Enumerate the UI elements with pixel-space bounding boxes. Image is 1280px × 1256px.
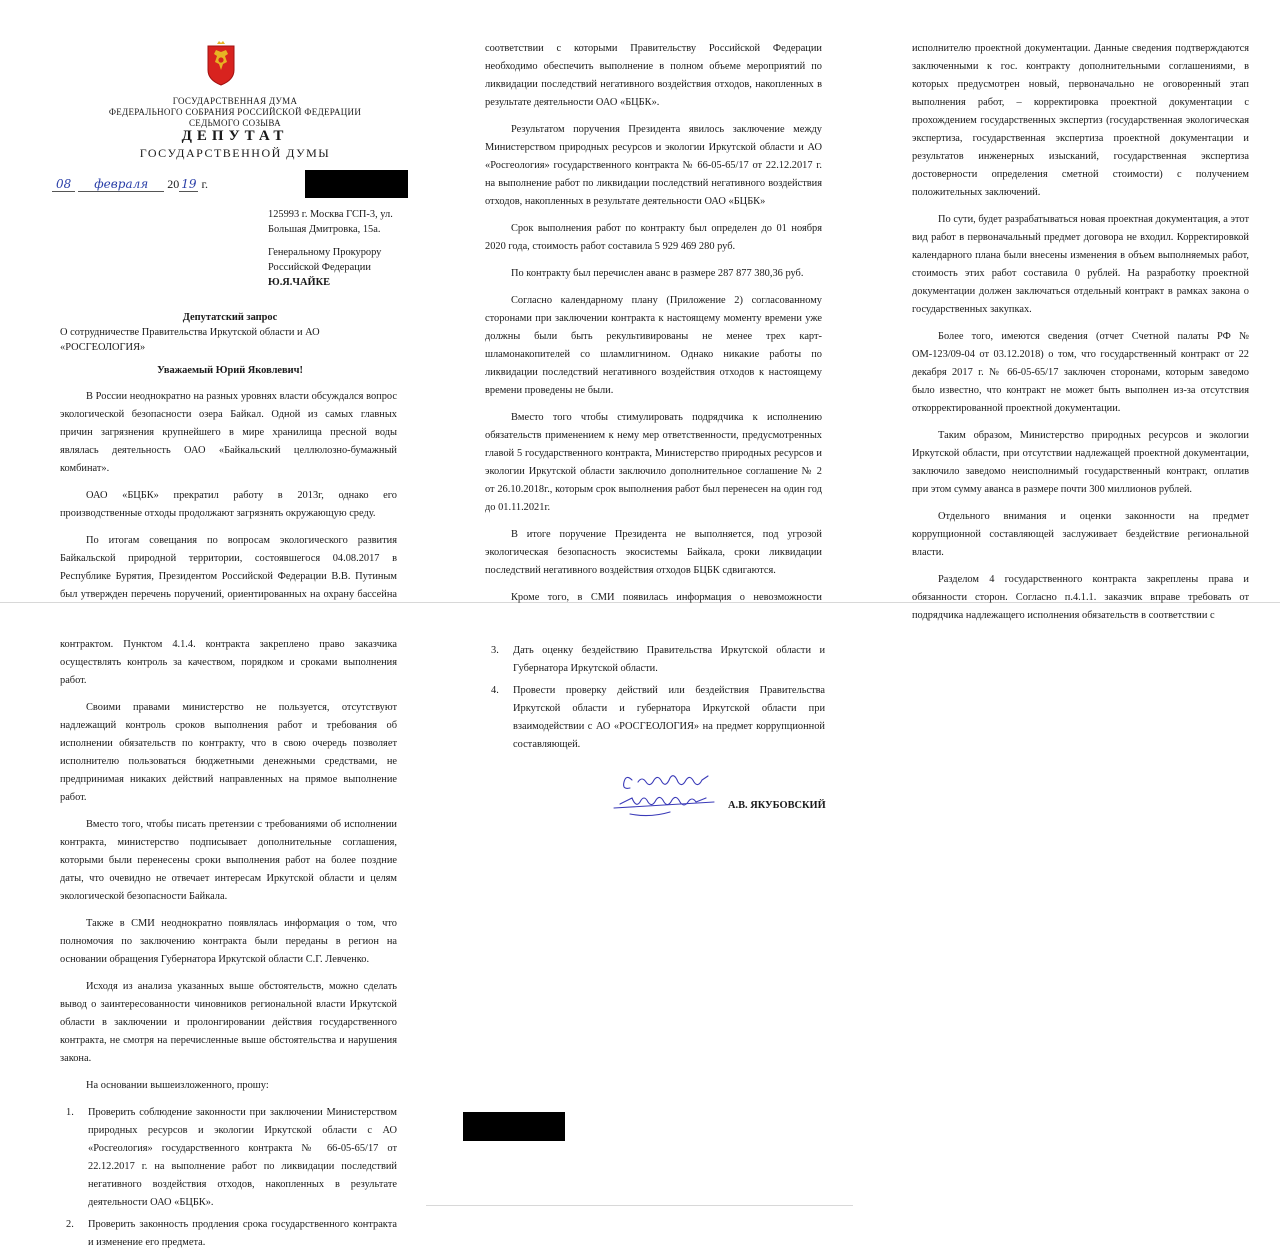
header-title-deputy: ДЕПУТАТ: [181, 128, 289, 144]
request-list-continued: [485, 642, 825, 758]
list-item: [60, 1104, 397, 1212]
paragraph: Вместо того, чтобы писать претензии с требованиями об исполнении контракта, министерство подписывает дополнительные соглашения, которыми были перенесены сроки выполнения работ на более поздние даты, что очевидно не отвечает интересам Иркутской области и целям экологической безопасности Байкала.: [60, 819, 397, 902]
date-year-prefix: 20: [167, 177, 180, 191]
page2-body: [485, 40, 822, 634]
subject-line-1: О сотрудничестве Правительства Иркутской области и АО: [60, 327, 320, 338]
paragraph: Своими правами министерство не пользуется, отсутствуют надлежащий контроль сроков выполнения работ и требования об исполнении обязательств по контракту, что в свою очередь позволяет исполнителю пользоваться бюджетными денежными средствами, не предпринимая никаких действий направленных на прямое выполнение работ.: [60, 702, 397, 803]
address-line-1: 125993 г. Москва ГСП-3, ул.: [268, 209, 393, 220]
handwritten-signature: [610, 768, 720, 828]
paragraph: Также в СМИ неоднократно появлялась информация о том, что полномочия по заключению контракта были переданы в регион на основании обращения Губернатора Иркутской области С.Г. Левченко.: [60, 918, 397, 965]
paragraph: В итоге поручение Президента не выполняется, под угрозой экологическая безопасность экосистемы Байкала, сроки ликвидации последствий негативного воздействия отходов БЦБК сдвигаются.: [485, 529, 822, 576]
header-line-duma: ГОСУДАРСТВЕННАЯ ДУМА: [172, 96, 298, 106]
page3-body: [912, 40, 1249, 634]
paragraph: Результатом поручения Президента явилось заключение между Министерством природных ресурсов и экологии Иркутской области и АО «Росгеология» государственного контракта № 66-05-65/17 от 22.12.2017 г. на выполнение работ по ликвидации последствий негативного воздействия отходов, накопленных в результате деятельности ОАО «БЦБК»: [485, 124, 822, 207]
paragraph: По сути, будет разрабатываться новая проектная документация, а этот вид работ в первоначальный предмет договора не входил. Корректировкой календарного плана были внесены изменения в объем выполняемых работ, стоимость этих работ составила 0 рублей. На разработку проектной документации должен заключаться отдельный контракт в рамках закона о государственных закупках.: [912, 214, 1249, 315]
paragraph: В России неоднократно на разных уровнях власти обсуждался вопрос экологической безопасности озера Байкал. Одной из самых главных причин загрязнения крупнейшего в мире хранилища пресной воды являлась деятельность ОАО «Байкальский целлюлозно-бумажный комбинат».: [60, 391, 397, 474]
header-line-assembly: ФЕДЕРАЛЬНОГО СОБРАНИЯ РОССИЙСКОЙ ФЕДЕРАЦИИ: [108, 107, 362, 117]
paragraph: ОАО «БЦБК» прекратил работу в 2013г, однако его производственные отходы продолжают загрязнять окружающую среду.: [60, 490, 397, 519]
date-year-suffix: 19: [181, 177, 197, 191]
paragraph: контрактом. Пунктом 4.1.4. контракта закреплено право заказчика осуществлять контроль за качеством, порядком и сроками выполнения работ.: [60, 639, 397, 686]
paragraph: Кроме того, в СМИ появилась информация о невозможности: [511, 592, 822, 603]
list-item-number: 2.: [66, 1219, 74, 1230]
recipient: [268, 245, 381, 290]
paragraph: Более того, имеются сведения (отчет Счетной палаты РФ № ОМ-123/09-04 от 03.12.2018) о том, что государственный контракт от 22 декабря 2017 г. № 66-05-65/17 заключен сторонами, которым заведомо было известно, что контракт не может быть выполнен из-за отсутствия откорректированной проектной документации.: [912, 331, 1249, 414]
document-page-3: [854, 0, 1280, 621]
list-item: [60, 1216, 397, 1252]
list-item-text: Провести проверку действий или бездействия Правительства Иркутской области и губернатора Иркутской области при взаимодействии с АО «РОСГЕОЛОГИЯ» на предмет коррупционной составляющей.: [513, 685, 825, 750]
paragraph: соответствии с которыми Правительству Российской Федерации необходимо обеспечить выполнение в полном объеме мероприятий по ликвидации последствий негативного воздействия отходов, накопленных в результате деятельности ОАО «БЦБК».: [485, 43, 822, 108]
date-suffix: г.: [201, 177, 209, 191]
subject-block: [60, 310, 400, 355]
list-item-text: Проверить законность продления срока государственного контракта и изменение его предмета.: [88, 1219, 397, 1248]
list-item: [485, 682, 825, 754]
list-item-text: Проверить соблюдение законности при заключении Министерством природных ресурсов и экологии Иркутской области с АО «Росгеология» государственного контракта № 66-05-65/17 от 22.12.2017 г. на выполнение работ по ликвидации последствий негативного воздействия отходов, накопленных в результате деятельности ОАО «БЦБК».: [88, 1107, 397, 1208]
greeting: Уважаемый Юрий Яковлевич!: [157, 365, 303, 376]
paragraph: Срок выполнения работ по контракту был определен до 01 ноября 2020 года, стоимость работ составила 5 929 469 280 руб.: [485, 223, 822, 252]
request-list: [60, 1104, 397, 1252]
list-item-number: 3.: [491, 645, 499, 656]
letter-date: [52, 177, 208, 192]
list-item-text: Дать оценку бездействию Правительства Иркутской области и Губернатора Иркутской области.: [513, 645, 825, 674]
page1-body: [60, 388, 397, 631]
sender-address: [268, 207, 393, 237]
list-item-number: 4.: [491, 685, 499, 696]
list-item: [485, 642, 825, 678]
paragraph: На основании вышеизложенного, прошу:: [86, 1080, 269, 1091]
document-page-1: [0, 0, 426, 600]
recipient-name: Ю.Я.ЧАЙКЕ: [268, 277, 331, 288]
paragraph: По контракту был перечислен аванс в размере 287 877 380,36 руб.: [511, 268, 804, 279]
document-page-2: [427, 0, 853, 603]
paragraph: Разделом 4 государственного контракта закреплены права и обязанности сторон. Согласно п.4.1.1. заказчик вправе требовать от подрядчика надлежащего исполнения обязательств в соответствии с: [912, 574, 1249, 621]
paragraph: Согласно календарному плану (Приложение 2) согласованному сторонами при заключении контракта к настоящему моменту времени уже должны были быть рекультивированы не менее трех карт-шламонакопителей со шламлигнином. Однако никакие работы по ликвидации последствий негативного воздействия отходов к настоящему времени проведены не были.: [485, 295, 822, 396]
paragraph: Таким образом, Министерство природных ресурсов и экологии Иркутской области, при отсутствии надлежащей проектной документации, заключило заведомо неисполнимый государственный контракт, оплатив при этом сумму аванса в размере почти 300 миллионов рублей.: [912, 430, 1249, 495]
redaction-block: [305, 170, 408, 198]
coat-of-arms-icon: [206, 40, 236, 86]
paragraph: Вместо того чтобы стимулировать подрядчика к исполнению обязательств применением к нему мер ответственности, предусмотренных главой 5 государственного контракта, Министерство природных ресурсов и экологии Иркутской области заключило дополнительное соглашение № 2 от 26.10.2018г., которым срок выполнения работ был перенесен на один год до 01.11.2021г.: [485, 412, 822, 513]
paragraph: Исходя из анализа указанных выше обстоятельств, можно сделать вывод о заинтересованности чиновников региональной власти Иркутской области в заключении и пролонгировании действия государственного контракта, не смотря на перечисленные выше обстоятельства и нарушения закона.: [60, 981, 397, 1064]
paragraph: По итогам совещания по вопросам экологического развития Байкальской природной территории, состоявшегося 04.08.2017 в Республике Бурятия, Президентом Российской Федерации В.В. Путиным был утвержден перечень поручений, ориентированных на охрану бассейна: [60, 535, 397, 600]
document-page-5: [427, 604, 853, 1204]
recipient-line-1: Генеральному Прокурору: [268, 247, 382, 258]
redaction-block: [463, 1112, 565, 1141]
paragraph: исполнителю проектной документации. Данные сведения подтверждаются заключенными к гос. контракту дополнительными соглашениями, в которых предусмотрен новый, первоначально не оговоренный этап выполнения работ, – корректировка проектной документации с прохождением государственных экспертиз (государственная экологическая экспертиза, государственная экспертиза проектной документации и результатов инженерных изысканий, государственная экспертиза достоверности определения сметной стоимости) с получением положительных заключений.: [912, 43, 1249, 198]
signatory-name: А.В. ЯКУБОВСКИЙ: [728, 800, 826, 811]
subject-title: Депутатский запрос: [182, 312, 278, 323]
address-line-2: Большая Дмитровка, 15а.: [268, 224, 381, 235]
paragraph: Отдельного внимания и оценки законности на предмет коррупционной составляющей заслуживает бездействие региональной власти.: [912, 511, 1249, 558]
subject-line-2: «РОСГЕОЛОГИЯ»: [60, 342, 146, 353]
header-title-duma: ГОСУДАРСТВЕННОЙ ДУМЫ: [139, 146, 331, 160]
date-day: 08: [52, 177, 75, 192]
recipient-line-2: Российской Федерации: [268, 262, 371, 273]
list-item-number: 1.: [66, 1107, 74, 1118]
date-month: февраля: [78, 177, 164, 192]
document-page-4: [0, 604, 426, 1248]
page4-body: [60, 636, 397, 1256]
header-line-convocation: СЕДЬМОГО СОЗЫВА: [189, 118, 281, 128]
